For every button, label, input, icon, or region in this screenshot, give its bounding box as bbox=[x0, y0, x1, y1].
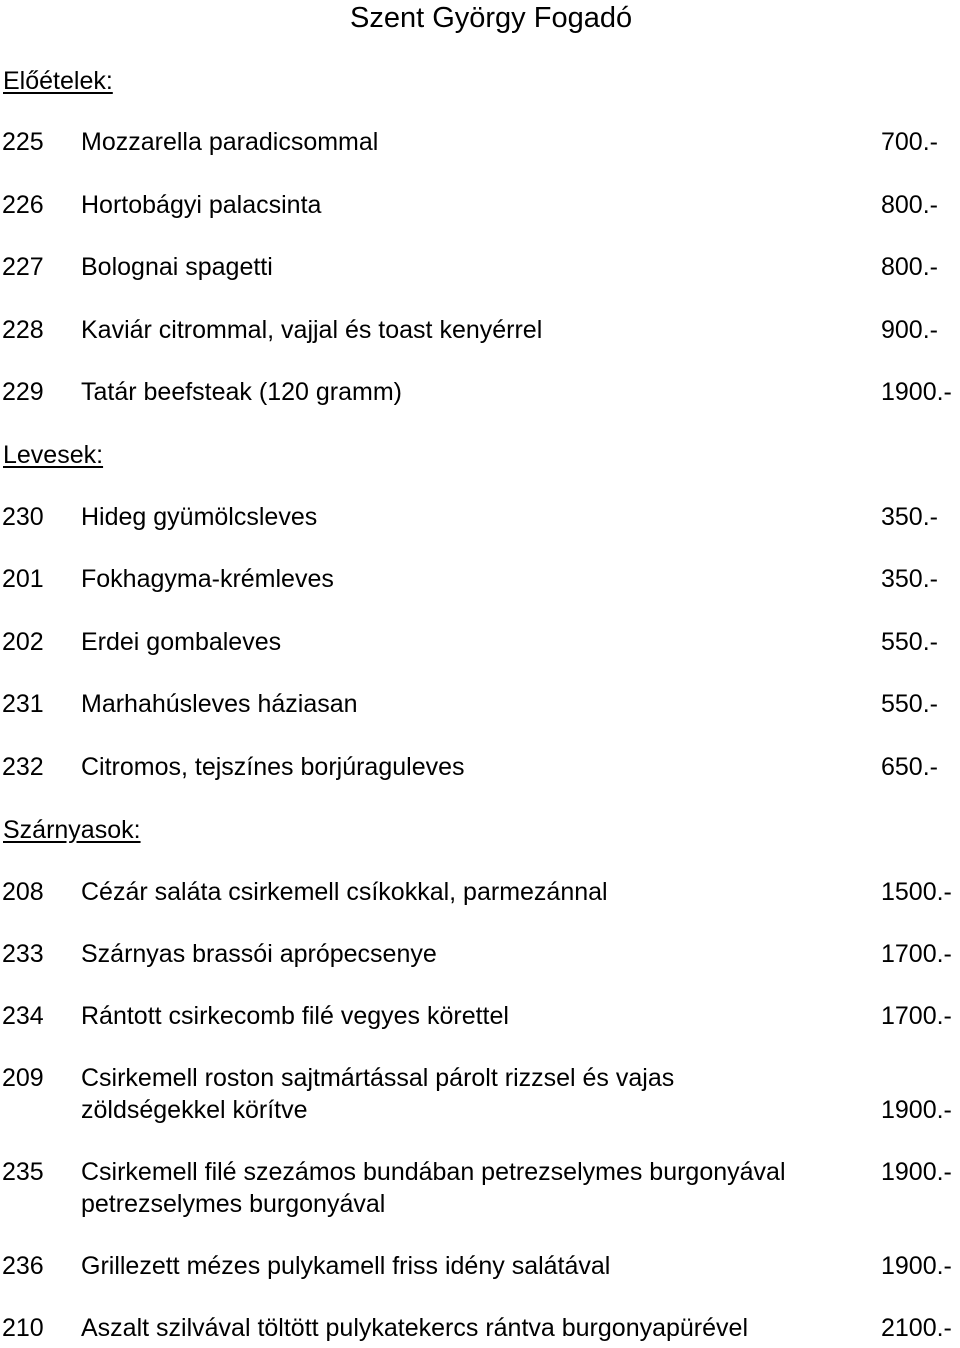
item-name: Citromos, tejszínes borjúraguleves bbox=[81, 753, 465, 781]
item-name-line2: petrezselymes burgonyával bbox=[81, 1190, 386, 1218]
item-name: Hortobágyi palacsinta bbox=[81, 191, 322, 219]
item-name: Aszalt szilvával töltött pulykatekercs rántva burgonyapürével bbox=[81, 1314, 748, 1342]
item-number: 226 bbox=[2, 191, 44, 219]
item-number: 230 bbox=[2, 503, 44, 531]
item-name: Grillezett mézes pulykamell friss idény salátával bbox=[81, 1252, 611, 1280]
item-price: 1700.- bbox=[881, 1002, 952, 1030]
item-name: Bolognai spagetti bbox=[81, 253, 273, 281]
item-number: 201 bbox=[2, 565, 44, 593]
item-price: 1900.- bbox=[881, 1252, 952, 1280]
item-name: Mozzarella paradicsommal bbox=[81, 128, 379, 156]
item-number: 236 bbox=[2, 1252, 44, 1280]
item-name: Szárnyas brassói aprópecsenye bbox=[81, 940, 437, 968]
item-number: 235 bbox=[2, 1158, 44, 1186]
item-number: 229 bbox=[2, 378, 44, 406]
item-name: Csirkemell roston sajtmártással párolt rizzsel és vajas bbox=[81, 1064, 675, 1092]
item-price: 900.- bbox=[881, 316, 938, 344]
item-number: 231 bbox=[2, 690, 44, 718]
item-number: 232 bbox=[2, 753, 44, 781]
item-name: Csirkemell filé szezámos bundában petrezselymes burgonyával bbox=[81, 1158, 786, 1186]
item-name: Erdei gombaleves bbox=[81, 628, 282, 656]
item-number: 233 bbox=[2, 940, 44, 968]
page-title: Szent György Fogadó bbox=[350, 2, 633, 34]
item-price: 800.- bbox=[881, 191, 938, 219]
item-name: Kaviár citrommal, vajjal és toast kenyérrel bbox=[81, 316, 543, 344]
item-name: Tatár beefsteak (120 gramm) bbox=[81, 378, 402, 406]
item-number: 210 bbox=[2, 1314, 44, 1342]
item-number: 225 bbox=[2, 128, 44, 156]
item-price: 350.- bbox=[881, 565, 938, 593]
item-price: 550.- bbox=[881, 628, 938, 656]
item-price: 550.- bbox=[881, 690, 938, 718]
item-price: 650.- bbox=[881, 753, 938, 781]
item-number: 202 bbox=[2, 628, 44, 656]
item-name: Hideg gyümölcsleves bbox=[81, 503, 318, 531]
item-number: 228 bbox=[2, 316, 44, 344]
item-number: 227 bbox=[2, 253, 44, 281]
item-price: 1700.- bbox=[881, 940, 952, 968]
item-name: Marhahúsleves háziasan bbox=[81, 690, 358, 718]
item-price: 1900.- bbox=[881, 1158, 952, 1186]
item-price: 2100.- bbox=[881, 1314, 952, 1342]
section-heading-eloetelek: Előételek: bbox=[3, 67, 113, 95]
item-number: 234 bbox=[2, 1002, 44, 1030]
item-name: Rántott csirkecomb filé vegyes körettel bbox=[81, 1002, 509, 1030]
item-number: 209 bbox=[2, 1064, 44, 1092]
section-heading-levesek: Levesek: bbox=[3, 441, 104, 469]
item-price: 800.- bbox=[881, 253, 938, 281]
section-heading-szarnyasok: Szárnyasok: bbox=[3, 816, 141, 844]
item-name: Cézár saláta csirkemell csíkokkal, parmezánnal bbox=[81, 878, 608, 906]
item-number: 208 bbox=[2, 878, 44, 906]
item-price: 700.- bbox=[881, 128, 938, 156]
item-name-line2: zöldségekkel körítve bbox=[81, 1096, 308, 1124]
item-price: 1900.- bbox=[881, 378, 952, 406]
item-price: 350.- bbox=[881, 503, 938, 531]
item-price: 1900.- bbox=[881, 1096, 952, 1124]
item-name: Fokhagyma-krémleves bbox=[81, 565, 334, 593]
item-price: 1500.- bbox=[881, 878, 952, 906]
